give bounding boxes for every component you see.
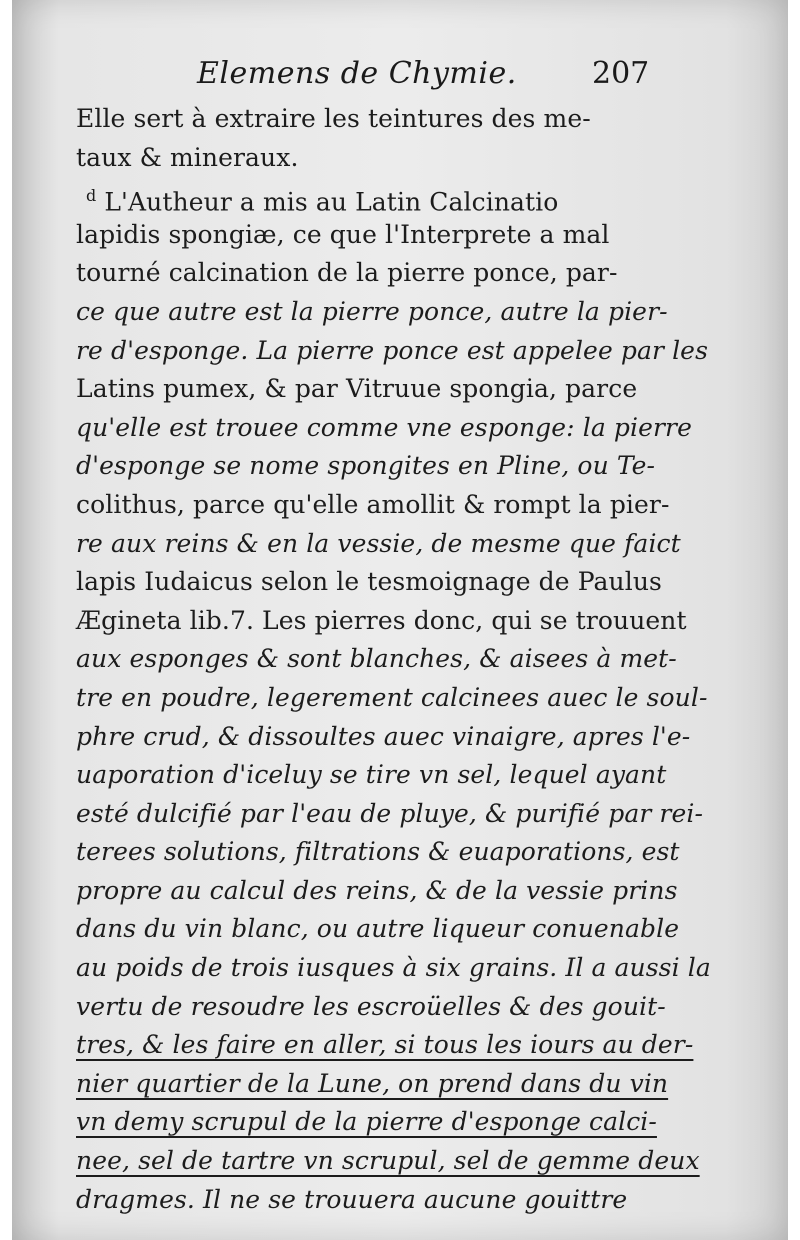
text-line: Latins pumex, & par Vitruue spongia, parce bbox=[76, 374, 638, 404]
book-page bbox=[12, 0, 788, 1240]
text-line-content: L'Autheur a mis au Latin Calcinatio bbox=[104, 187, 559, 217]
text-line: esté dulcifié par l'eau de pluye, & purifié par rei- bbox=[76, 798, 704, 828]
text-line: terees solutions, filtrations & euaporations, est bbox=[76, 837, 680, 867]
text-line: ce que autre est la pierre ponce, autre la pier- bbox=[76, 296, 668, 326]
text-line: vertu de resoudre les escroüelles & des gouit- bbox=[76, 991, 666, 1021]
text-line: nier quartier de la Lune, on prend dans du vin bbox=[76, 1068, 669, 1098]
text-line bbox=[76, 177, 680, 216]
page-header bbox=[12, 56, 788, 100]
body-text bbox=[76, 100, 711, 1219]
text-line: dans du vin blanc, ou autre liqueur conuenable bbox=[76, 914, 680, 944]
text-line: taux & mineraux. bbox=[76, 142, 299, 172]
text-line: lapis Iudaicus selon le tesmoignage de Paulus bbox=[76, 567, 662, 597]
text-line: colithus, parce qu'elle amollit & rompt la pier- bbox=[76, 489, 670, 519]
text-line: tre en poudre, legerement calcinees auec le soul- bbox=[76, 682, 708, 712]
text-line: Ægineta lib.7. Les pierres donc, qui se trouuent bbox=[76, 605, 687, 635]
text-line: Elle sert à extraire les teintures des me- bbox=[76, 104, 591, 133]
text-line: propre au calcul des reins, & de la vessie prins bbox=[76, 875, 678, 905]
text-line: lapidis spongiæ, ce que l'Interprete a mal bbox=[76, 219, 610, 249]
text-line: dragmes. Il ne se trouuera aucune gouittre bbox=[76, 1184, 628, 1214]
text-line: re aux reins & en la vessie, de mesme que faict bbox=[76, 528, 681, 558]
text-line: phre crud, & dissoultes auec vinaigre, apres l'e- bbox=[76, 721, 691, 751]
running-title: Elemens de Chymie. bbox=[197, 56, 517, 91]
footnote-marker: d bbox=[86, 186, 97, 206]
text-line: vn demy scrupul de la pierre d'esponge calci- bbox=[76, 1107, 657, 1137]
text-line: d'esponge se nome spongites en Pline, ou Te- bbox=[76, 451, 656, 481]
text-line: nee, sel de tartre vn scrupul, sel de gemme deux bbox=[76, 1146, 700, 1176]
page-number: 207 bbox=[592, 56, 650, 91]
text-line: re d'esponge. La pierre ponce est appelee par les bbox=[76, 335, 709, 365]
text-line: tourné calcination de la pierre ponce, par- bbox=[76, 258, 618, 288]
text-line: uaporation d'iceluy se tire vn sel, lequel ayant bbox=[76, 760, 667, 790]
text-line: qu'elle est trouee comme vne esponge: la pierre bbox=[76, 412, 692, 442]
text-line: aux esponges & sont blanches, & aisees à met- bbox=[76, 644, 677, 674]
text-line: tres, & les faire en aller, si tous les iours au der- bbox=[76, 1030, 694, 1060]
text-line: au poids de trois iusques à six grains. Il a aussi la bbox=[76, 953, 711, 983]
